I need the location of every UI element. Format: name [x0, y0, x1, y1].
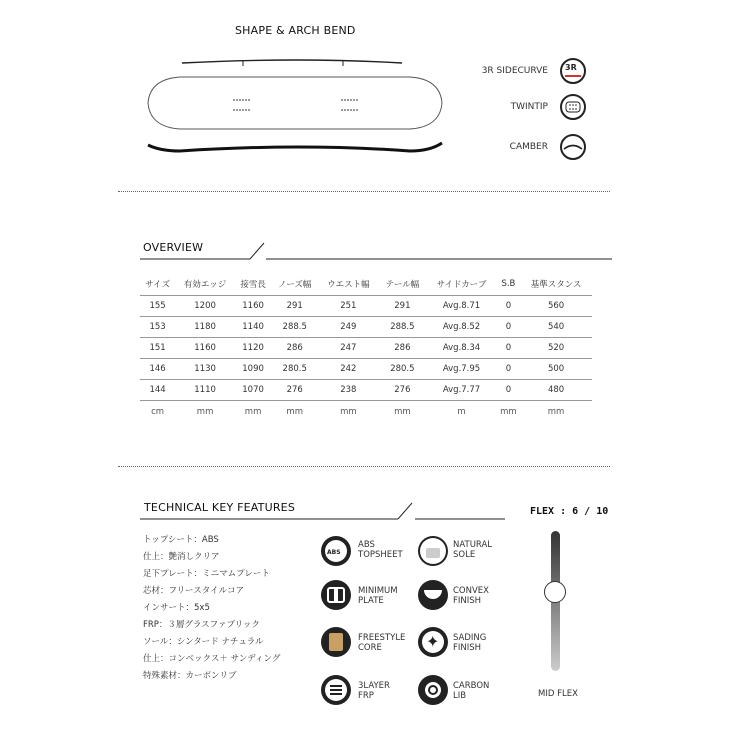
- overview-title-rule: [140, 240, 620, 260]
- section-divider-1: [118, 191, 610, 192]
- feature-3layer-frp-label: 3LAYER FRP: [358, 681, 390, 701]
- twintip-icon: [560, 94, 586, 120]
- board-illustration: [140, 55, 450, 165]
- header-waist-width: ウエスト幅: [327, 280, 370, 291]
- table-row: 153 1180 1140 288.5 249 288.5 Avg.8.52 0 540: [140, 316, 592, 337]
- feature-natural-sole-label: NATURAL SOLE: [453, 540, 493, 560]
- sanding-finish-icon: ✦: [418, 627, 448, 657]
- board-top-profile: [182, 60, 402, 63]
- convex-finish-icon: [418, 580, 448, 610]
- carbon-lib-icon: [418, 675, 448, 705]
- header-sidecut: サイドカーブ: [436, 280, 487, 291]
- table-row: 144 1110 1070 276 238 276 Avg.7.77 0 480: [140, 379, 592, 400]
- header-stance: 基準スタンス: [530, 280, 582, 291]
- table-row: 155 1200 1160 291 251 291 Avg.8.71 0 560: [140, 295, 592, 316]
- table-row: 151 1160 1120 286 247 286 Avg.8.34 0 520: [140, 337, 592, 358]
- spec-finish: 仕上：艶消しクリア: [143, 552, 220, 562]
- feature-abs-topsheet-label: ABS TOPSHEET: [358, 540, 403, 560]
- feature-twintip-label: TWINTIP: [510, 102, 548, 112]
- feature-3r-sidecurve-label: 3R SIDECURVE: [481, 66, 548, 76]
- natural-sole-icon: [418, 536, 448, 566]
- header-contact-length: 接雪長: [240, 280, 266, 291]
- table-units-row: cm mm mm mm mm mm m mm mm: [140, 400, 592, 424]
- spec-list: [143, 532, 280, 685]
- header-size: サイズ: [145, 280, 170, 291]
- inserts-left: [233, 99, 250, 111]
- abs-topsheet-icon: [321, 536, 351, 566]
- header-effective-edge: 有効エッジ: [183, 280, 227, 291]
- feature-convex-finish-label: CONVEX FINISH: [453, 586, 489, 606]
- feature-carbon-lib-label: CARBON LIB: [453, 681, 490, 701]
- board-outline: [148, 77, 442, 129]
- spec-sole-finish: 仕上：コンベックス＋ サンディング: [143, 654, 281, 664]
- technical-title-rule: [140, 500, 520, 520]
- feature-freestyle-core-label: FREESTYLE CORE: [358, 633, 406, 653]
- 3r-sidecurve-icon: [560, 58, 586, 84]
- freestyle-core-icon: [321, 627, 351, 657]
- header-tail-width: テール幅: [385, 280, 420, 291]
- spec-table-header: [140, 274, 592, 295]
- minimum-plate-icon: [321, 580, 351, 610]
- section-divider-2: [118, 466, 610, 467]
- overview-title: OVERVIEW: [143, 241, 204, 254]
- flex-bottom-label: MID FLEX: [538, 689, 578, 699]
- header-nose-width: ノーズ幅: [278, 280, 312, 291]
- 3r-sidecurve-icon-text: 3R: [565, 63, 577, 72]
- spec-topsheet: トップシート：ABS: [143, 535, 219, 545]
- table-row: 146 1130 1090 280.5 242 280.5 Avg.7.95 0 500: [140, 358, 592, 379]
- feature-camber-label: CAMBER: [509, 142, 548, 152]
- spec-core: 芯材：フリースタイルコア: [143, 586, 245, 596]
- camber-icon: [560, 134, 586, 160]
- spec-insert: インサート：5x5: [143, 603, 210, 613]
- abs-topsheet-icon-text: ABS: [327, 549, 341, 556]
- board-camber-profile: [148, 143, 442, 151]
- spec-special: 特殊素材：カーボンリブ: [143, 671, 237, 681]
- feature-sanding-finish-label: SADING FINISH: [453, 633, 487, 653]
- flex-title: FLEX : 6 / 10: [530, 506, 609, 517]
- technical-title: TECHNICAL KEY FEATURES: [144, 501, 295, 514]
- header-setback: S.B: [501, 279, 516, 290]
- spec-sole: ソール：シンタード ナチュラル: [143, 637, 264, 647]
- spec-table: [140, 274, 592, 424]
- 3layer-frp-icon: [321, 675, 351, 705]
- spec-plate: 足下プレート：ミニマムプレート: [143, 569, 270, 579]
- inserts-right: [341, 99, 358, 111]
- shape-title: SHAPE & ARCH BEND: [235, 24, 356, 37]
- flex-indicator: [544, 581, 566, 603]
- feature-minimum-plate-label: MINIMUM PLATE: [358, 586, 398, 606]
- spec-frp: FRP：３層グラスファブリック: [143, 620, 260, 630]
